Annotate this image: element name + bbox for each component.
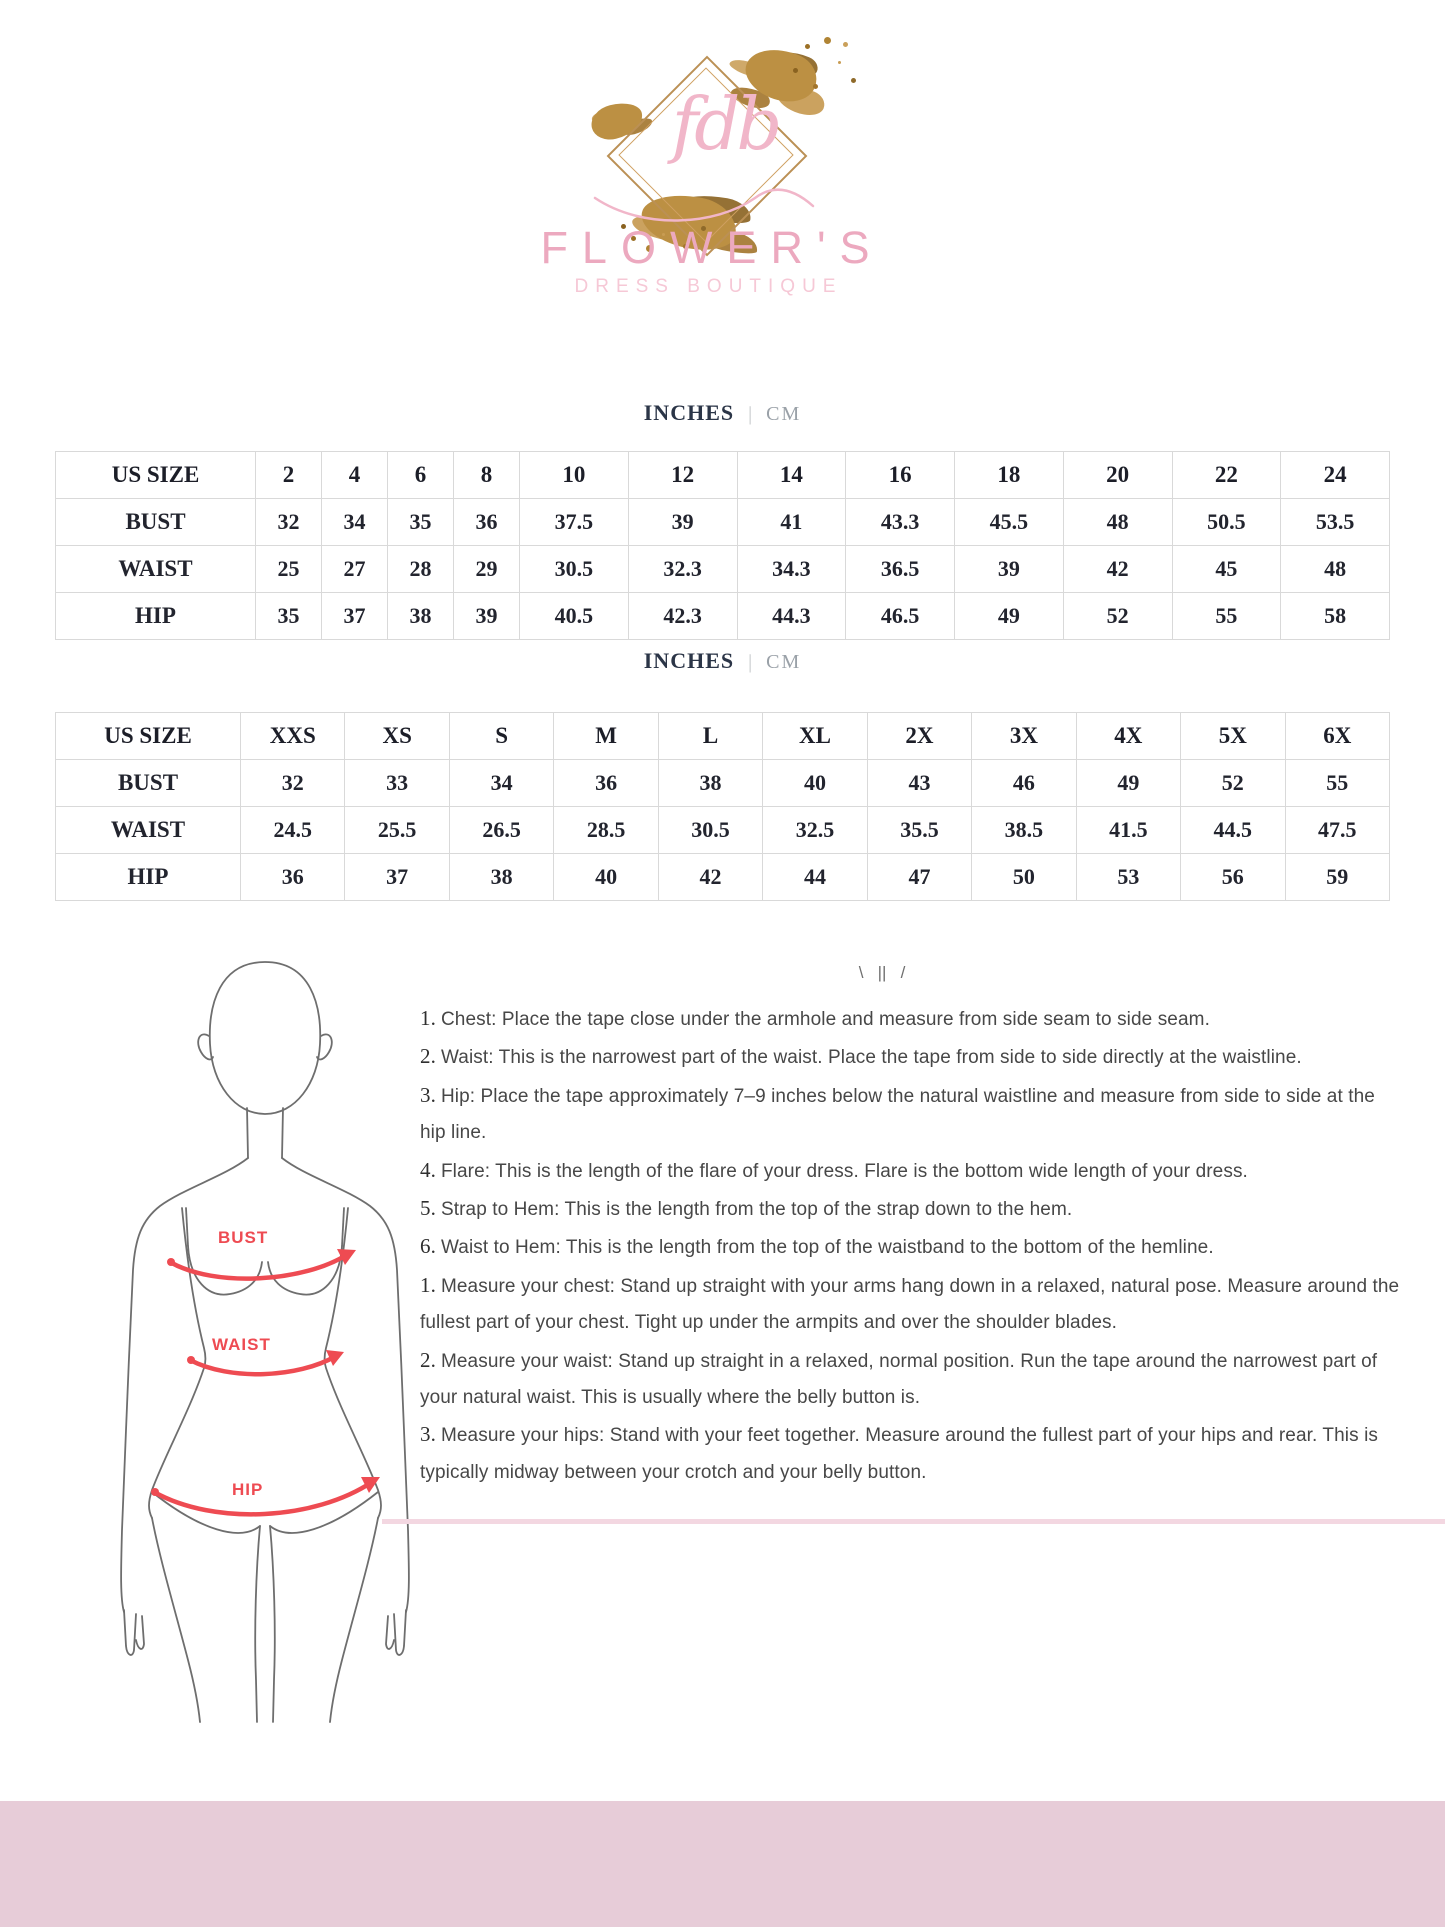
instruction-text: Flare: This is the length of the flare of your dress. Flare is the bottom wide length of your dress. bbox=[440, 1160, 1248, 1182]
value-cell: 56 bbox=[1181, 854, 1285, 901]
value-cell: 36.5 bbox=[846, 546, 955, 593]
waist-label: WAIST bbox=[212, 1335, 271, 1354]
value-cell: 46.5 bbox=[846, 593, 955, 640]
value-cell: 39 bbox=[955, 546, 1064, 593]
brand-tagline: DRESS BOUTIQUE bbox=[574, 276, 843, 297]
value-cell: 43.3 bbox=[846, 499, 955, 546]
size-table-numeric bbox=[55, 451, 1390, 640]
header-cell: US SIZE bbox=[56, 452, 256, 499]
value-cell: 43 bbox=[867, 760, 971, 807]
value-cell: 39 bbox=[628, 499, 737, 546]
instruction-item bbox=[420, 1190, 1405, 1228]
body-measurement-figure bbox=[90, 950, 440, 1730]
row-label-cell: WAIST bbox=[56, 546, 256, 593]
header-cell: 14 bbox=[737, 452, 846, 499]
unit-header-2 bbox=[55, 648, 1390, 674]
value-cell: 32.3 bbox=[628, 546, 737, 593]
instruction-text: Chest: Place the tape close under the armhole and measure from side seam to side seam. bbox=[440, 1009, 1210, 1030]
instruction-item bbox=[420, 1267, 1405, 1342]
instruction-number: 4. bbox=[420, 1157, 436, 1182]
value-cell: 40 bbox=[554, 854, 658, 901]
instruction-number: 5. bbox=[420, 1196, 436, 1221]
value-cell: 47 bbox=[867, 854, 971, 901]
value-cell: 37 bbox=[322, 593, 388, 640]
measure-instructions bbox=[420, 1000, 1405, 1491]
instruction-item bbox=[420, 1000, 1405, 1038]
value-cell: 41 bbox=[737, 499, 846, 546]
value-cell: 36 bbox=[554, 760, 658, 807]
value-cell: 44 bbox=[763, 854, 867, 901]
value-cell: 58 bbox=[1281, 593, 1390, 640]
decor-glyph: \ || / bbox=[858, 963, 906, 982]
value-cell: 28 bbox=[388, 546, 454, 593]
header-cell: 2 bbox=[256, 452, 322, 499]
header-cell: 22 bbox=[1172, 452, 1281, 499]
header-cell: US SIZE bbox=[56, 713, 241, 760]
unit-header-1 bbox=[55, 400, 1390, 426]
size-header-row bbox=[56, 452, 1390, 499]
header-cell: L bbox=[658, 713, 762, 760]
value-cell: 35 bbox=[256, 593, 322, 640]
instruction-text: Strap to Hem: This is the length from the top of the strap down to the hem. bbox=[440, 1199, 1073, 1221]
footer-bar bbox=[0, 1801, 1445, 1927]
value-cell: 32.5 bbox=[763, 807, 867, 854]
header-cell: 20 bbox=[1063, 452, 1172, 499]
value-cell: 26.5 bbox=[449, 807, 553, 854]
value-cell: 47.5 bbox=[1285, 807, 1389, 854]
value-cell: 35.5 bbox=[867, 807, 971, 854]
value-cell: 36 bbox=[241, 854, 345, 901]
value-cell: 50 bbox=[972, 854, 1076, 901]
table-row bbox=[56, 807, 1390, 854]
header-cell: S bbox=[449, 713, 553, 760]
header-cell: 6X bbox=[1285, 713, 1389, 760]
inches-toggle[interactable]: INCHES bbox=[643, 400, 735, 425]
table-row bbox=[56, 546, 1390, 593]
table-row bbox=[56, 760, 1390, 807]
hip-label: HIP bbox=[232, 1480, 264, 1499]
pink-divider-line bbox=[382, 1519, 1445, 1524]
instruction-text: Waist to Hem: This is the length from the top of the waistband to the bottom of the hemline. bbox=[440, 1237, 1214, 1259]
value-cell: 25 bbox=[256, 546, 322, 593]
instruction-number: 6. bbox=[420, 1234, 436, 1259]
bust-label: BUST bbox=[218, 1228, 269, 1247]
value-cell: 42 bbox=[1063, 546, 1172, 593]
instruction-number: 2. bbox=[420, 1044, 436, 1069]
value-cell: 34.3 bbox=[737, 546, 846, 593]
brand-name: FLOWER'S bbox=[540, 222, 884, 273]
header-cell: 6 bbox=[388, 452, 454, 499]
unit-separator: | bbox=[748, 403, 753, 425]
header-cell: 16 bbox=[846, 452, 955, 499]
value-cell: 44.3 bbox=[737, 593, 846, 640]
instruction-number: 2. bbox=[420, 1347, 436, 1372]
table-row bbox=[56, 499, 1390, 546]
value-cell: 45.5 bbox=[955, 499, 1064, 546]
value-cell: 24.5 bbox=[241, 807, 345, 854]
header-cell: 24 bbox=[1281, 452, 1390, 499]
instruction-item bbox=[420, 1416, 1405, 1491]
header-cell: 12 bbox=[628, 452, 737, 499]
value-cell: 37 bbox=[345, 854, 449, 901]
row-label-cell: HIP bbox=[56, 854, 241, 901]
header-cell: 2X bbox=[867, 713, 971, 760]
body-figure-svg bbox=[90, 950, 440, 1730]
value-cell: 41.5 bbox=[1076, 807, 1180, 854]
header-cell: 8 bbox=[454, 452, 520, 499]
header-cell: M bbox=[554, 713, 658, 760]
cm-toggle[interactable]: CM bbox=[766, 403, 802, 425]
value-cell: 39 bbox=[454, 593, 520, 640]
value-cell: 34 bbox=[449, 760, 553, 807]
value-cell: 40 bbox=[763, 760, 867, 807]
gold-speckles-top-right bbox=[805, 44, 810, 49]
value-cell: 38.5 bbox=[972, 807, 1076, 854]
value-cell: 30.5 bbox=[658, 807, 762, 854]
value-cell: 44.5 bbox=[1181, 807, 1285, 854]
value-cell: 32 bbox=[241, 760, 345, 807]
header-cell: XL bbox=[763, 713, 867, 760]
instruction-text: Measure your waist: Stand up straight in a relaxed, normal position. Run the tape around the narrowest part of your natural waist. This is usually where the belly button is. bbox=[420, 1350, 1378, 1409]
instruction-item bbox=[420, 1152, 1405, 1190]
value-cell: 48 bbox=[1281, 546, 1390, 593]
value-cell: 33 bbox=[345, 760, 449, 807]
instruction-item bbox=[420, 1342, 1405, 1417]
value-cell: 55 bbox=[1285, 760, 1389, 807]
value-cell: 30.5 bbox=[520, 546, 629, 593]
row-label-cell: WAIST bbox=[56, 807, 241, 854]
value-cell: 52 bbox=[1181, 760, 1285, 807]
instruction-text: Measure your chest: Stand up straight with your arms hang down in a relaxed, natural pose. Measure around the fullest part of your chest. Tight up under the armpits and over the shoulder blades. bbox=[420, 1275, 1400, 1334]
instruction-number: 1. bbox=[420, 1006, 436, 1030]
brand-monogram: fdb bbox=[671, 82, 779, 166]
instruction-number: 1. bbox=[420, 1272, 436, 1297]
header-cell: 4X bbox=[1076, 713, 1180, 760]
value-cell: 48 bbox=[1063, 499, 1172, 546]
instruction-text: Hip: Place the tape approximately 7–9 inches below the natural waistline and measure from side to side at the hip line. bbox=[420, 1085, 1375, 1144]
waist-arrow bbox=[190, 1356, 336, 1374]
value-cell: 42 bbox=[658, 854, 762, 901]
value-cell: 37.5 bbox=[520, 499, 629, 546]
instruction-text: Measure your hips: Stand with your feet together. Measure around the fullest part of your hips and rear. This is typically midway between your crotch and your belly button. bbox=[420, 1425, 1379, 1483]
value-cell: 46 bbox=[972, 760, 1076, 807]
value-cell: 45 bbox=[1172, 546, 1281, 593]
value-cell: 53 bbox=[1076, 854, 1180, 901]
header-cell: 3X bbox=[972, 713, 1076, 760]
table-row bbox=[56, 593, 1390, 640]
header-cell: 18 bbox=[955, 452, 1064, 499]
value-cell: 42.3 bbox=[628, 593, 737, 640]
instruction-item bbox=[420, 1228, 1405, 1266]
header-cell: 5X bbox=[1181, 713, 1285, 760]
brand-logo bbox=[505, 0, 905, 330]
value-cell: 36 bbox=[454, 499, 520, 546]
value-cell: 50.5 bbox=[1172, 499, 1281, 546]
instruction-number: 3. bbox=[420, 1422, 436, 1447]
table-row bbox=[56, 854, 1390, 901]
header-cell: 4 bbox=[322, 452, 388, 499]
value-cell: 49 bbox=[955, 593, 1064, 640]
value-cell: 29 bbox=[454, 546, 520, 593]
inches-toggle[interactable]: INCHES bbox=[643, 648, 735, 673]
value-cell: 32 bbox=[256, 499, 322, 546]
row-label-cell: HIP bbox=[56, 593, 256, 640]
instruction-text: Waist: This is the narrowest part of the waist. Place the tape from side to side directly at the waistline. bbox=[440, 1047, 1302, 1069]
value-cell: 27 bbox=[322, 546, 388, 593]
header-cell: XS bbox=[345, 713, 449, 760]
value-cell: 40.5 bbox=[520, 593, 629, 640]
instruction-item bbox=[420, 1038, 1405, 1076]
value-cell: 52 bbox=[1063, 593, 1172, 640]
instruction-item bbox=[420, 1077, 1405, 1152]
size-table-alpha bbox=[55, 712, 1390, 901]
value-cell: 25.5 bbox=[345, 807, 449, 854]
header-cell: 10 bbox=[520, 452, 629, 499]
value-cell: 28.5 bbox=[554, 807, 658, 854]
size-header-row bbox=[56, 713, 1390, 760]
value-cell: 49 bbox=[1076, 760, 1180, 807]
value-cell: 38 bbox=[388, 593, 454, 640]
value-cell: 38 bbox=[658, 760, 762, 807]
measure-arrows bbox=[154, 1254, 372, 1514]
value-cell: 55 bbox=[1172, 593, 1281, 640]
value-cell: 59 bbox=[1285, 854, 1389, 901]
row-label-cell: BUST bbox=[56, 499, 256, 546]
value-cell: 53.5 bbox=[1281, 499, 1390, 546]
value-cell: 34 bbox=[322, 499, 388, 546]
unit-separator: | bbox=[748, 651, 753, 673]
value-cell: 35 bbox=[388, 499, 454, 546]
header-cell: XXS bbox=[241, 713, 345, 760]
value-cell: 38 bbox=[449, 854, 553, 901]
cm-toggle[interactable]: CM bbox=[766, 651, 802, 673]
row-label-cell: BUST bbox=[56, 760, 241, 807]
instruction-number: 3. bbox=[420, 1082, 436, 1107]
